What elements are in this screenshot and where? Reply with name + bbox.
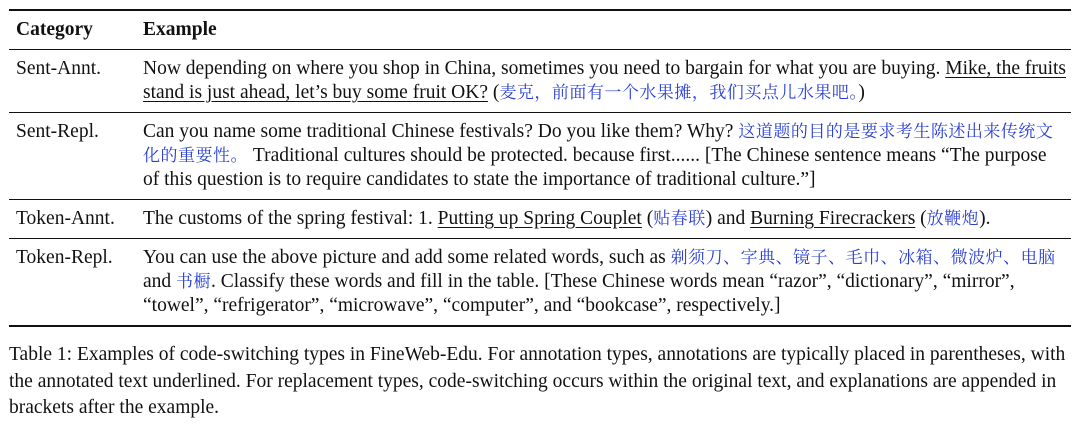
table-row bbox=[9, 50, 1071, 113]
example-text: ). bbox=[979, 208, 991, 229]
row-category: Sent-Repl. bbox=[9, 113, 143, 200]
example-text: Can you name some traditional Chinese festivals? Do you like them? Why? bbox=[143, 121, 739, 142]
chinese-text: 剃须刀、字典、镜子、毛巾、冰箱、微波炉、电脑 bbox=[670, 248, 1056, 268]
header-example: Example bbox=[143, 10, 1071, 50]
example-text: . Classify these words and fill in the table. [These Chinese words mean “razor”, “dictionary”, “mirror”, “towel”, “refrigerator”, “microwave”, “computer”, and “bookcase”, respectively.] bbox=[143, 271, 1015, 316]
chinese-text: 这道题的目的是要求考生陈述出来传统文化的重要性。 bbox=[143, 122, 1054, 166]
example-text: ( bbox=[487, 82, 500, 103]
table-row bbox=[9, 113, 1071, 200]
row-category: Sent-Annt. bbox=[9, 50, 143, 113]
row-category: Token-Annt. bbox=[9, 200, 143, 239]
underlined-text: Mike, the fruits stand is just ahead, let’s buy some fruit OK? bbox=[143, 58, 1067, 103]
chinese-text: 贴春联 bbox=[653, 209, 706, 229]
underlined-text: Burning Firecrackers bbox=[750, 208, 916, 229]
row-category: Token-Repl. bbox=[9, 239, 143, 327]
underlined-text: Putting up Spring Couplet bbox=[437, 208, 642, 229]
example-text: ) and bbox=[705, 208, 751, 229]
example-text: Traditional cultures should be protected. because first...... [The Chinese sentence means “The purpose of this question is to require candidates to state the importance of traditional culture.”] bbox=[143, 145, 1047, 190]
chinese-text: 书橱 bbox=[176, 272, 212, 292]
example-text: ) bbox=[858, 82, 865, 103]
header-category: Category bbox=[9, 10, 143, 50]
example-text: You can use the above picture and add some related words, such as bbox=[143, 247, 671, 268]
table-row bbox=[9, 200, 1071, 239]
chinese-text: 麦克，前面有一个水果摊，我们买点儿水果吧。 bbox=[499, 83, 859, 103]
table-caption: Table 1: Examples of code-switching types in FineWeb-Edu. For annotation types, annotations are typically placed in parentheses, with the annotated text underlined. For replacement types, code-switching occurs within the original text, and explanations are appended in brackets after the example. bbox=[9, 344, 1066, 418]
row-example bbox=[143, 200, 1071, 239]
example-text: The customs of the spring festival: 1. bbox=[143, 208, 438, 229]
example-text: ( bbox=[915, 208, 927, 229]
example-text: and bbox=[143, 271, 177, 292]
example-text: Now depending on where you shop in China, sometimes you need to bargain for what you are buying. bbox=[143, 58, 946, 79]
row-example bbox=[143, 50, 1071, 113]
row-example bbox=[143, 113, 1071, 200]
row-example bbox=[143, 239, 1071, 327]
table-header-row bbox=[9, 10, 1071, 50]
table-row bbox=[9, 239, 1071, 327]
example-text: ( bbox=[641, 208, 654, 229]
code-switching-examples-table bbox=[9, 9, 1071, 327]
chinese-text: 放鞭炮 bbox=[926, 209, 980, 229]
examples-table-container bbox=[9, 9, 1071, 327]
